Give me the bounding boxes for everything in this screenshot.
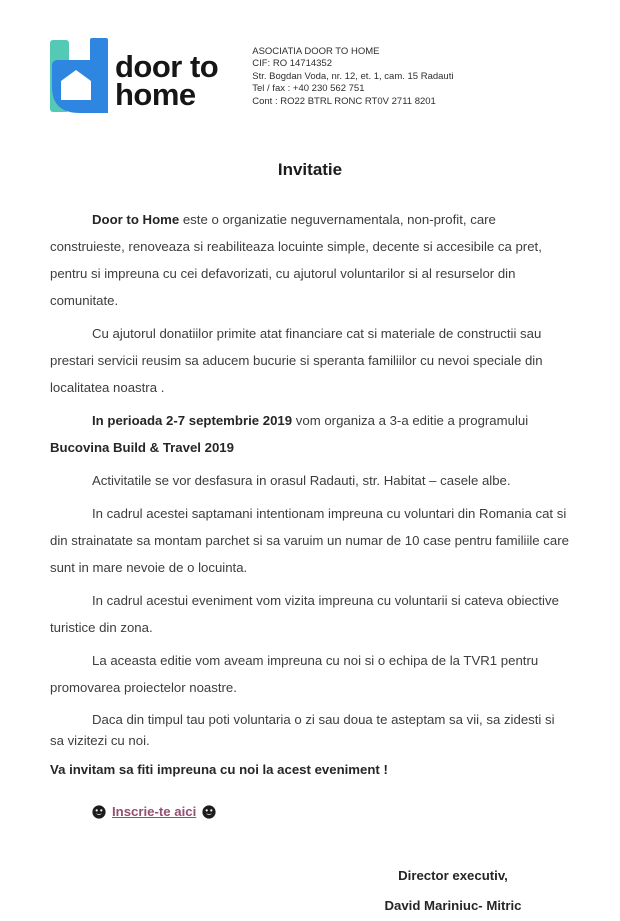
link-line [92,804,570,819]
contact-block [252,38,453,108]
contact-line-org: ASOCIATIA DOOR TO HOME [252,46,380,57]
contact-line-cif: CIF: RO 14714352 [252,58,332,70]
signature-block [348,861,558,921]
page-title: Invitatie [277,160,343,179]
paragraph: Cu ajutorul donatiilor primite atat financiare cat si materiale de constructii sau prestari servicii reusim sa aducem bucurie si speranta familiilor cu nevoi speciale din localitatea noastra . [50,326,543,395]
smiley-icon [202,805,216,819]
paragraph-invitation-cta: Va invitam sa fiti impreuna cu noi la acest eveniment ! [50,762,388,777]
logo-word-1: door to [115,49,219,84]
contact-line-tel: Tel / fax : +40 230 562 751 [252,83,365,95]
logo-wordmark [115,43,219,112]
document-header [50,38,570,114]
document-body [50,206,570,780]
contact-line-addr: Str. Bogdan Voda, nr. 12, et. 1, cam. 15 Radauti [252,70,454,82]
paragraph: Daca din timpul tau poti voluntaria o zi sau doua te asteptam sa vii, sa zidesti si sa vizitezi cu noi. [50,712,555,748]
signup-link[interactable]: Inscrie-te aici [112,804,197,819]
signature-role: Director executiv, [398,868,508,883]
paragraph: In cadrul acestei saptamani intentionam impreuna cu voluntari din Romania cat si din strainatate sa montam parchet si sa varuim un numar de 10 case pentru familiile care sunt in mare nevoie de o locuinta. [50,506,569,575]
logo-word-2: home [115,77,196,112]
paragraph: In perioada 2-7 septembrie 2019 vom organiza a 3-a editie a programului Bucovina Build & Travel 2019 [50,413,529,455]
org-logo [50,38,218,114]
paragraph: La aceasta editie vom aveam impreuna cu noi si o echipa de la TVR1 pentru promovarea proiectelor noastre. [50,653,539,695]
smiley-icon [92,805,106,819]
paragraph: Door to Home este o organizatie neguvernamentala, non-profit, care construieste, renoveaza si reabiliteaza locuinte simple, decente si accesibile ca pret, pentru si impreuna cu cei defavorizati, cu ajutorul voluntarilor si al resurselor din comunitate. [50,212,542,308]
signature-name: David Mariniuc- Mitric [384,898,522,913]
door-house-logo-icon [50,38,108,114]
paragraph: In cadrul acestui eveniment vom vizita impreuna cu voluntarii si cateva obiective turistice din zona. [50,593,559,635]
contact-line-cont: Cont : RO22 BTRL RONC RT0V 2711 8201 [252,95,436,107]
paragraph: Activitatile se vor desfasura in orasul Radauti, str. Habitat – casele albe. [92,473,511,488]
